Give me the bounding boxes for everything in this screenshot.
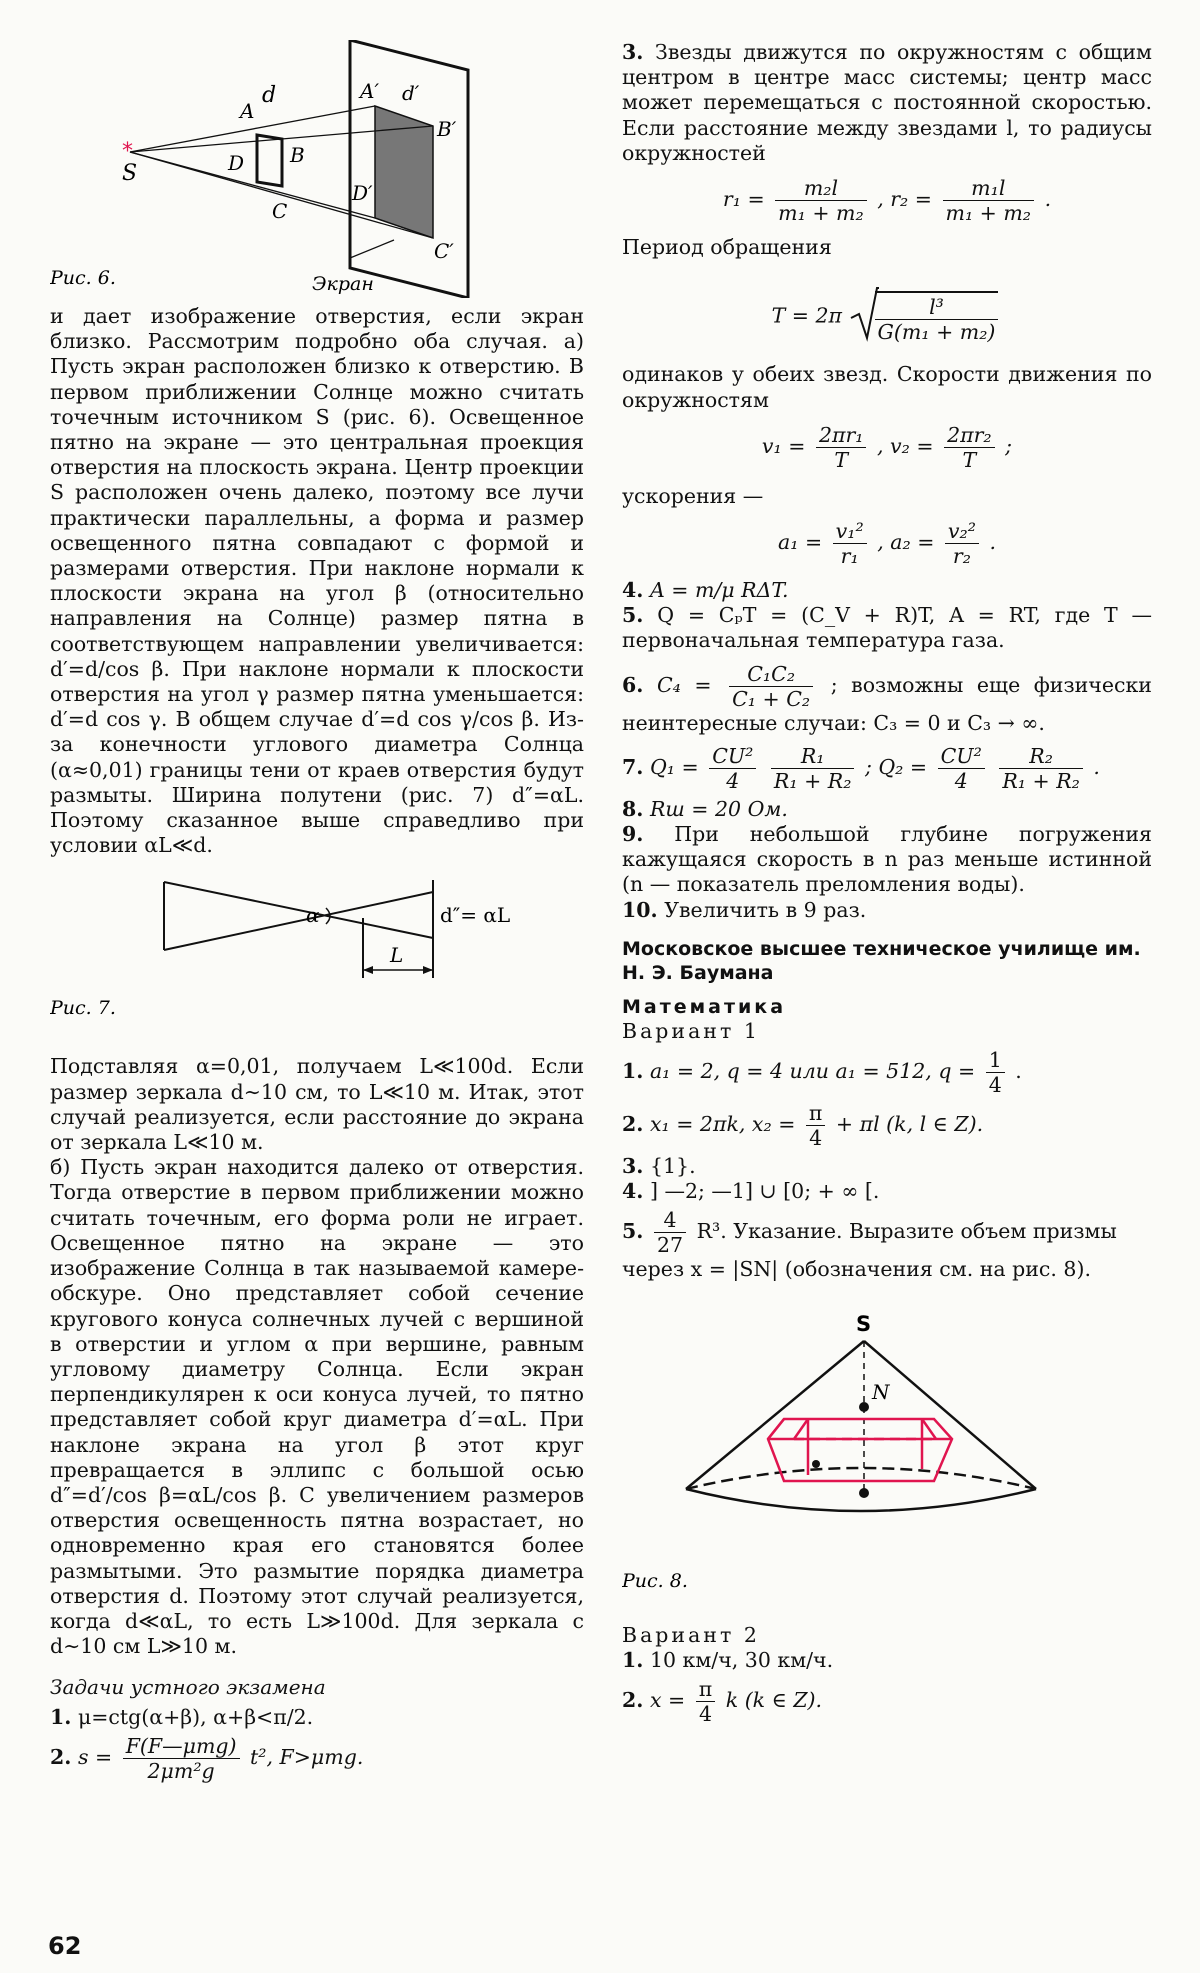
velocity-formula xyxy=(622,423,1152,472)
v2-fraction xyxy=(944,423,995,472)
oral-answer-2 xyxy=(50,1734,584,1783)
math-answer-3-num: 3. xyxy=(622,1154,644,1179)
math-heading: Математика xyxy=(622,995,787,1018)
variant2-answer-2 xyxy=(622,1677,1152,1726)
answer-7-frac-3 xyxy=(938,744,985,793)
fig6-caption: Рис. 6. xyxy=(50,267,116,289)
fig6-label-b: B xyxy=(290,143,305,167)
variant2-answer-2-denominator: 4 xyxy=(698,1702,712,1727)
answer-10-text: Увеличить в 9 раз. xyxy=(664,897,867,922)
figure-6 xyxy=(50,40,584,298)
left-paragraph-1: и дает изображение отверстия, если экран близко. Рассмотрим подробно оба случая. а) Пусть экран расположен близко к отверстию. В первом приближении Солнце можно считать точечным источником S (рис. 6). Освещенное пятно на экране — это центральная проекция отверстия на плоскость экрана. Центр проекции S расположен очень далеко, поэтому все лучи практически параллельны, а форма и размер освещенного пятна совпадают с формой и размерами отверстия. При наклоне нормали к плоскости экрана на угол β (относительно направления на Солнце) размер пятна в соответствующем направлении увеличивается: d′=d/cos β. При наклоне нормали к плоскости отверстия на угол γ размер пятна уменьшается: d′=d cos γ. В общем случае d′=d cos γ/cos β. Из-за конечности углового диаметра Солнца (α≈0,01) границы тени от краев отверстия будут размыты. Ширина полутени (рис. 7) d″=αL. Поэтому сказанное выше справедливо при условии αL≪d. xyxy=(50,304,584,858)
answer-9-num: 9. xyxy=(622,822,644,847)
variant-1-heading: Вариант 1 xyxy=(622,1018,760,1043)
variant2-answer-2-lhs: x = xyxy=(649,1688,686,1713)
figure-7 xyxy=(50,874,584,1024)
answer-6 xyxy=(622,662,1152,736)
math-answer-1-denominator: 4 xyxy=(988,1073,1002,1098)
answer-6-numerator: C₁C₂ xyxy=(729,662,813,687)
figure-7-drawing xyxy=(50,874,584,1024)
fig8-label-s: S xyxy=(856,1311,872,1336)
answer-6-fraction xyxy=(729,662,813,711)
fig7-label: d″= αL xyxy=(440,903,511,928)
answer-7-frac-3-num: CU² xyxy=(938,744,985,769)
period-fraction xyxy=(875,291,999,344)
math-answer-1-numerator: 1 xyxy=(986,1048,1005,1073)
a1-numerator: v₁² xyxy=(833,519,867,544)
fig6-label-c: C xyxy=(272,199,288,223)
answer-7-q1: Q₁ = xyxy=(649,754,699,779)
variant2-answer-2-num: 2. xyxy=(622,1688,644,1713)
figure-8-drawing xyxy=(622,1297,1152,1597)
answer-10-num: 10. xyxy=(622,897,658,922)
oral-answer-1 xyxy=(50,1705,584,1730)
fig7-l: L xyxy=(390,943,404,968)
answer-7-frac-1-den: 4 xyxy=(726,768,740,793)
answer-5 xyxy=(622,603,1152,653)
answer-7-frac-2-num: R₁ xyxy=(771,744,855,769)
oral-exam-title: Задачи устного экзамена xyxy=(50,1675,326,1700)
same-period-text: одинаков у обеих звезд. Скорости движения по окружностям xyxy=(622,362,1152,412)
math-answer-5-denominator: 27 xyxy=(656,1233,684,1258)
a2-fraction xyxy=(945,519,979,568)
math-answer-1 xyxy=(622,1048,1152,1097)
answer-4-num: 4. xyxy=(622,578,644,603)
fig6-label-s: S xyxy=(122,161,138,186)
r2-denominator: m₁ + m₂ xyxy=(945,201,1032,226)
velocity-end: ; xyxy=(1005,433,1013,458)
math-answer-1-num: 1. xyxy=(622,1059,644,1084)
fig7-alpha: α xyxy=(306,903,320,928)
variant2-answer-2-numerator: π xyxy=(696,1677,715,1702)
fig6-screen-label: Экран xyxy=(312,273,374,295)
math-answer-1-text: a₁ = 2, q = 4 или a₁ = 512, q = xyxy=(649,1059,976,1084)
answer-3 xyxy=(622,40,1152,166)
left-column xyxy=(50,40,584,1787)
fig8-caption: Рис. 8. xyxy=(622,1569,688,1592)
r1-numerator: m₂l xyxy=(775,176,867,201)
answer-7-frac-1 xyxy=(709,744,756,793)
answer-6-denominator: C₁ + C₂ xyxy=(732,686,811,711)
left-paragraph-2: Подставляя α=0,01, получаем L≪100d. Если размер зеркала d∼10 см, то L≪10 м. Итак, этот случай реализуется, если расстояние до экрана от зеркала L≪10 м. xyxy=(50,1054,584,1155)
r2-fraction xyxy=(943,176,1035,225)
a1-fraction xyxy=(833,519,867,568)
answer-8 xyxy=(622,797,1152,822)
variant2-answer-2-fraction xyxy=(696,1677,715,1726)
a2-denominator: r₂ xyxy=(952,544,971,569)
radii-end: . xyxy=(1044,187,1052,212)
math-answer-2-tail: + πl (k, l ∈ Z). xyxy=(835,1112,984,1137)
math-answer-3 xyxy=(622,1154,1152,1179)
oral-answer-1-num: 1. xyxy=(50,1704,72,1729)
math-answer-5-fraction xyxy=(654,1208,686,1257)
v1-denominator: T xyxy=(834,447,849,472)
answer-9 xyxy=(622,822,1152,898)
answer-7-frac-2-den: R₁ + R₂ xyxy=(773,768,852,793)
variant2-answer-1-num: 1. xyxy=(622,1647,644,1672)
oral-answer-1-text: μ=ctg(α+β), α+β<π/2. xyxy=(77,1704,314,1729)
math-answer-5-num: 5. xyxy=(622,1219,644,1244)
math-answer-2 xyxy=(622,1101,1152,1150)
math-answer-3-text: {1}. xyxy=(649,1154,696,1179)
answer-3-text: Звезды движутся по окружностям с общим центром в центре масс системы; центр масс может перемещаться с постоянной скоростью. Если расстояние между звездами l, то радиусы окружностей xyxy=(622,40,1152,165)
oral-answer-2-num: 2. xyxy=(50,1744,72,1769)
variant2-answer-2-tail: k (k ∈ Z). xyxy=(725,1688,823,1713)
math-answer-2-numerator: π xyxy=(806,1101,825,1126)
fig7-caption: Рис. 7. xyxy=(50,997,116,1020)
math-answer-5 xyxy=(622,1208,1152,1282)
r2-label: , r₂ = xyxy=(877,187,932,212)
math-answer-5-text: R³. Указание. Выразите объем призмы через x = |SN| (обозначения см. на рис. 8). xyxy=(622,1219,1117,1282)
answer-7-frac-4 xyxy=(999,744,1083,793)
answer-6-num: 6. xyxy=(622,672,644,697)
fig6-label-d2: D′ xyxy=(352,181,373,205)
math-answer-2-denominator: 4 xyxy=(809,1126,823,1151)
math-answer-1-end: . xyxy=(1015,1059,1022,1084)
fig6-label-a: A xyxy=(240,99,255,123)
fig6-label-d-small: d xyxy=(262,83,277,108)
oral-answer-2-s: s = xyxy=(77,1744,113,1769)
period-numerator: l³ xyxy=(875,295,999,320)
answer-9-text: При небольшой глубине погружения кажущаяся скорость в n раз меньше истинной (n — показатель преломления воды). xyxy=(622,822,1152,897)
answer-7-frac-2 xyxy=(771,744,855,793)
fig6-label-d: D xyxy=(228,151,245,175)
answer-6-lhs: C₄ = xyxy=(656,672,712,697)
answer-4 xyxy=(622,578,1152,603)
radii-formula xyxy=(622,176,1152,225)
period-label: Период обращения xyxy=(622,235,832,260)
answer-7-end: . xyxy=(1093,754,1100,779)
variant2-answer-1-text: 10 км/ч, 30 км/ч. xyxy=(649,1647,834,1672)
answer-7 xyxy=(622,744,1152,793)
answer-4-text: A = m/μ RΔT. xyxy=(649,578,789,603)
a2-numerator: v₂² xyxy=(945,519,979,544)
page-number: 62 xyxy=(48,1932,82,1960)
left-paragraph-3: б) Пусть экран находится далеко от отверстия. Тогда отверстие в первом приближении можно считать точечным, его форма роли не играет. Освещенное пятно на экране — это изображение Солнца в так называемой камере-обскуре. Оно представляет собой сечение кругового конуса солнечных лучей с вершиной в отверстии и углом α при вершине, равным угловому диаметру Солнца. Если экран перпендикулярен к оси конуса лучей, то пятно представляет собой круг диаметра d′=αL. При наклоне экрана на угол β этот круг превращается в эллипс с большой осью d″=d′/cos β=αL/cos β. С увеличением размеров отверстия освещенность пятна возрастает, но одновременно края его становятся более размытыми. Это размытие порядка диаметра отверстия d. Поэтому этот случай реализуется, когда d≪αL, то есть L≫100d. Для зеркала с d∼10 см L≫10 м. xyxy=(50,1155,584,1659)
svg-text:*: * xyxy=(122,139,133,164)
period-formula xyxy=(622,286,1152,348)
school-heading: Московское высшее техническое училище им. Н. Э. Баумана xyxy=(622,937,1141,984)
oral-answer-2-fraction xyxy=(123,1734,240,1783)
v2-denominator: T xyxy=(962,447,977,472)
v1-numerator: 2πr₁ xyxy=(816,423,867,448)
v1-label: v₁ = xyxy=(761,433,806,458)
answer-6-tail: ; возможны еще физически неинтересные случаи: C₃ = 0 и C₃ → ∞. xyxy=(622,672,1152,735)
variant-2-heading: Вариант 2 xyxy=(622,1622,760,1647)
answer-7-frac-4-num: R₂ xyxy=(999,744,1083,769)
answer-7-num: 7. xyxy=(622,754,644,779)
oral-answer-2-denominator: 2μm²g xyxy=(147,1758,215,1783)
math-answer-2-num: 2. xyxy=(622,1112,644,1137)
fig6-label-a2: A′ xyxy=(360,79,379,103)
fig6-label-b2: B′ xyxy=(437,117,457,141)
v2-numerator: 2πr₂ xyxy=(944,423,995,448)
r1-denominator: m₁ + m₂ xyxy=(778,201,864,226)
answer-5-num: 5. xyxy=(622,603,644,628)
math-answer-2-text: x₁ = 2πk, x₂ = xyxy=(649,1112,796,1137)
variant2-answer-1 xyxy=(622,1648,1152,1673)
period-lhs: T = 2π xyxy=(771,303,842,328)
answer-7-frac-1-num: CU² xyxy=(709,744,756,769)
v1-fraction xyxy=(816,423,867,472)
math-answer-1-fraction xyxy=(986,1048,1005,1097)
a1-denominator: r₁ xyxy=(840,544,859,569)
v2-label: , v₂ = xyxy=(877,433,934,458)
figure-8 xyxy=(622,1297,1152,1597)
a1-label: a₁ = xyxy=(777,530,823,555)
oral-answer-2-tail: t², F>μmg. xyxy=(250,1744,364,1769)
figure-6-drawing xyxy=(50,40,584,298)
math-answer-4-text: ] —2; —1] ∪ [0; + ∞ [. xyxy=(649,1179,880,1204)
fig8-label-n: N xyxy=(872,1379,890,1404)
period-denominator: G(m₁ + m₂) xyxy=(877,319,996,344)
r1-fraction xyxy=(775,176,867,225)
fig6-label-d-prime: d′ xyxy=(402,81,420,105)
acceleration-end: . xyxy=(989,530,997,555)
answer-8-text: Rш = 20 Ом. xyxy=(649,796,788,821)
math-answer-4 xyxy=(622,1179,1152,1204)
answer-5-text: Q = CₚT = (C_V + R)T, A = RT, где T — первоначальная температура газа. xyxy=(622,603,1152,653)
math-answer-2-fraction xyxy=(806,1101,825,1150)
a2-label: , a₂ = xyxy=(877,530,935,555)
answer-7-frac-3-den: 4 xyxy=(954,768,968,793)
oral-answer-2-numerator: F(F—μmg) xyxy=(123,1734,240,1759)
acceleration-label: ускорения — xyxy=(622,483,764,508)
fig6-label-c2: C′ xyxy=(434,239,454,263)
answer-10 xyxy=(622,898,1152,923)
r1-label: r₁ = xyxy=(722,187,765,212)
answer-8-num: 8. xyxy=(622,796,644,821)
math-answer-4-num: 4. xyxy=(622,1179,644,1204)
answer-3-num: 3. xyxy=(622,40,644,64)
math-answer-5-numerator: 4 xyxy=(654,1208,686,1233)
answer-7-q2: ; Q₂ = xyxy=(864,754,928,779)
answer-7-frac-4-den: R₁ + R₂ xyxy=(1002,768,1080,793)
acceleration-formula xyxy=(622,519,1152,568)
right-column xyxy=(622,40,1152,1730)
r2-numerator: m₁l xyxy=(943,176,1035,201)
